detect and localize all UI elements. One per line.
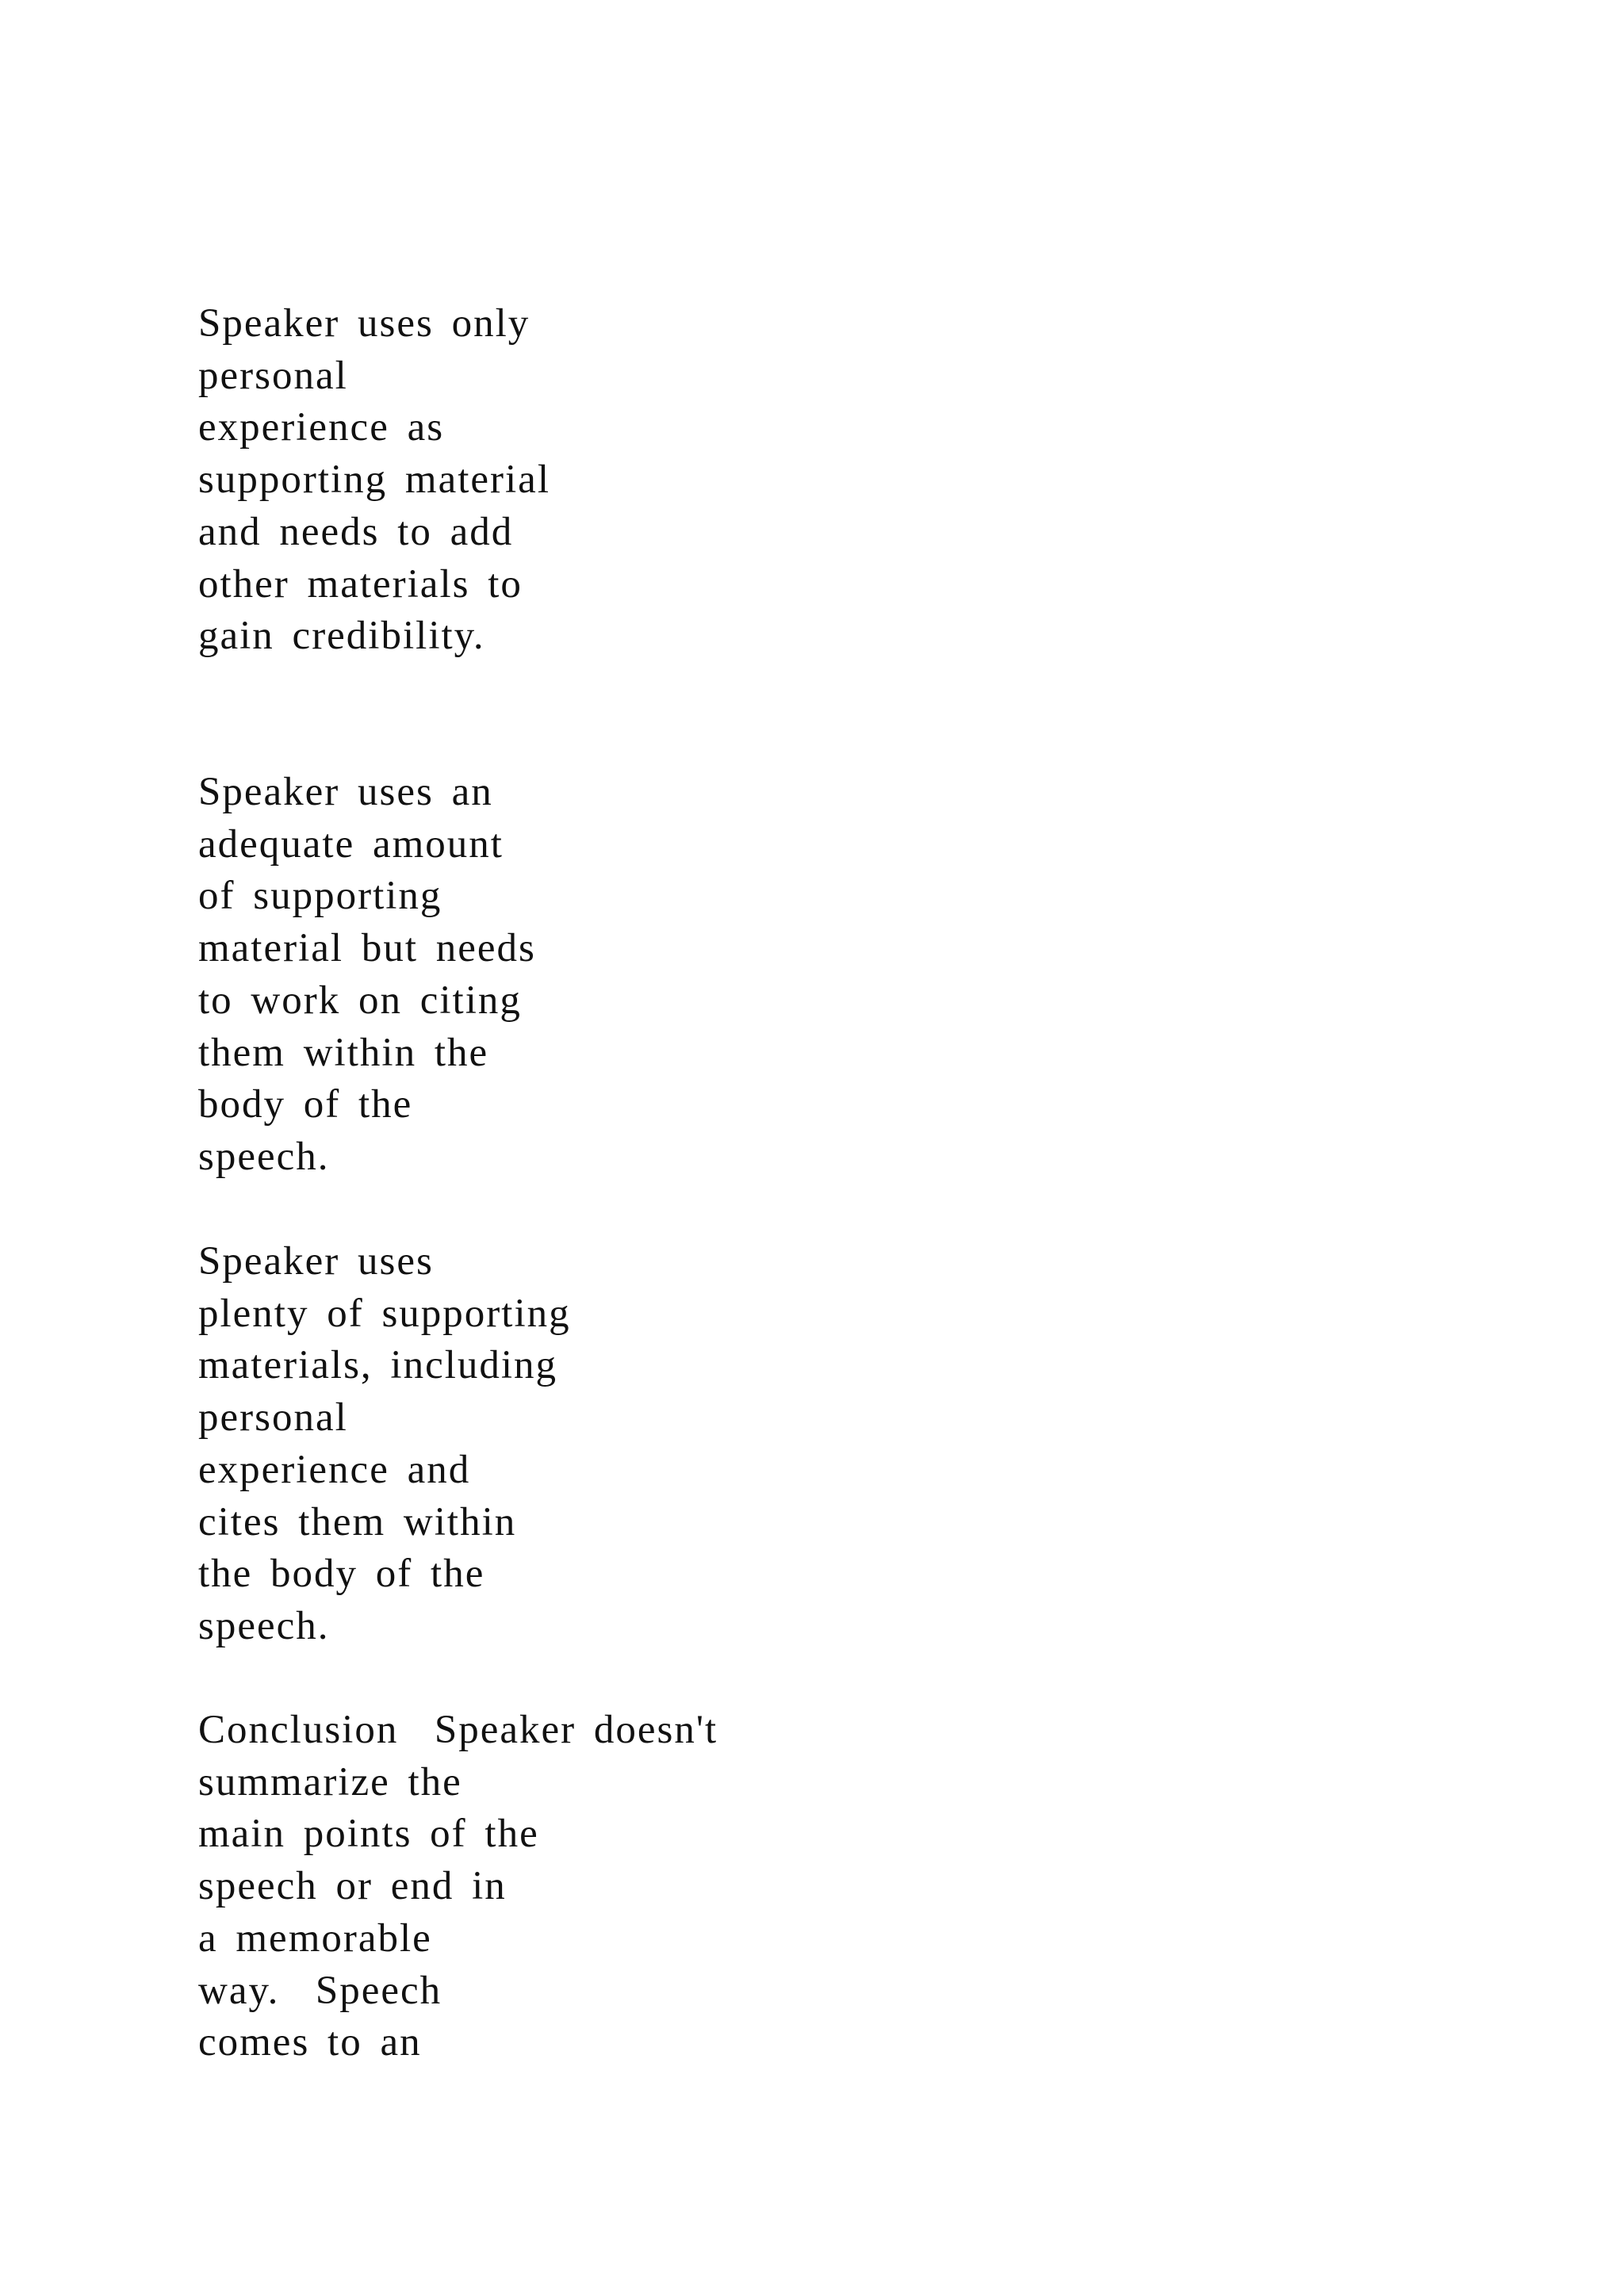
text-line: them within the	[198, 1030, 489, 1075]
text-line: and needs to add	[198, 509, 514, 554]
rubric-paragraph-adequate-support	[198, 767, 536, 1184]
text-line: speech.	[198, 1134, 330, 1179]
text-line: summarize the	[198, 1759, 462, 1804]
text-line: experience as	[198, 405, 445, 450]
text-line: comes to an	[198, 2020, 422, 2065]
text-line: materials, including	[198, 1343, 558, 1388]
text-line: Conclusion Speaker doesn't	[198, 1708, 718, 1752]
text-line: personal	[198, 353, 348, 398]
rubric-paragraph-conclusion	[198, 1705, 718, 2069]
rubric-paragraph-plenty-of-support	[198, 1236, 571, 1653]
text-line: experience and	[198, 1447, 471, 1492]
text-line: way. Speech	[198, 1968, 442, 2013]
text-line: Speaker uses an	[198, 770, 493, 814]
text-line: to work on citing	[198, 978, 522, 1023]
text-line: adequate amount	[198, 821, 504, 867]
text-line: Speaker uses	[198, 1239, 434, 1284]
text-line: speech or end in	[198, 1864, 507, 1909]
text-line: of supporting	[198, 874, 442, 919]
text-line: a memorable	[198, 1915, 432, 1961]
text-line: other materials to	[198, 561, 523, 607]
text-line: main points of the	[198, 1812, 539, 1857]
text-line: gain credibility.	[198, 614, 485, 659]
text-line: the body of the	[198, 1552, 485, 1597]
text-line: speech.	[198, 1603, 330, 1648]
text-line: Speaker uses only	[198, 301, 530, 346]
text-line: plenty of supporting	[198, 1291, 571, 1336]
text-line: body of the	[198, 1082, 413, 1127]
text-line: personal	[198, 1395, 348, 1441]
rubric-paragraph-personal-experience-only	[198, 298, 550, 663]
text-line: cites them within	[198, 1499, 517, 1544]
text-line: material but needs	[198, 926, 536, 971]
text-line: supporting material	[198, 457, 550, 503]
